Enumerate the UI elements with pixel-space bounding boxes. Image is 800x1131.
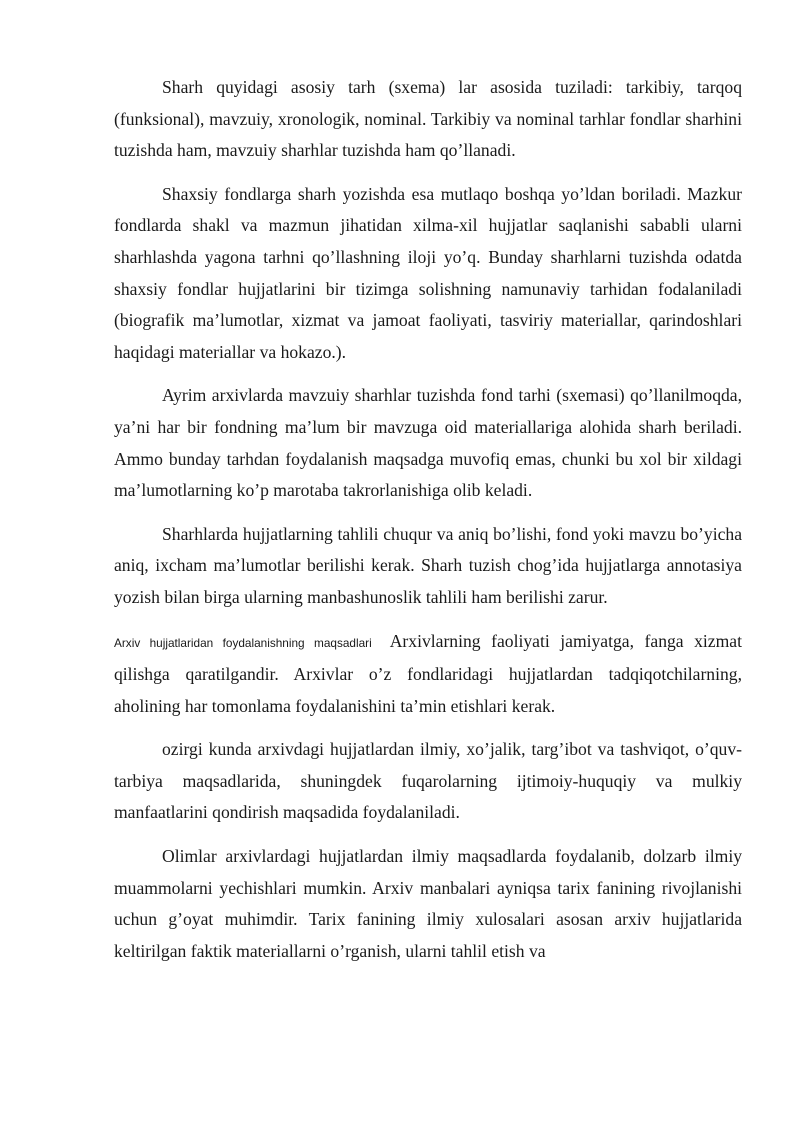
paragraph-olimlar: Olimlar arxivlardagi hujjatlardan ilmiy maqsadlarda foydalanib, dolzarb ilmiy muammolarni yechishlari mumkin. Arxiv manbalari ayniqsa tarix fanining rivojlanishi uchun g’oyat muhimdir. Tarix fanining ilmiy xulosalari asosan arxiv hujjatlarida keltirilgan faktik materiallarni o’rganish, ularni tahlil etish va bbox=[114, 846, 742, 961]
document-body bbox=[114, 72, 742, 967]
section-heading: Arxiv hujjatlaridan foydalanishning maqsadlari bbox=[114, 635, 372, 650]
paragraph-hozirgi-kunda: ozirgi kunda arxivdagi hujjatlardan ilmiy, xo’jalik, targ’ibot va tashviqot, o’quv-tarbiya maqsadlarida, shuningdek fuqarolarning ijtimoiy-huquqiy va mulkiy manfaatlarini qondirish maqsadida foydalaniladi. bbox=[114, 739, 742, 823]
section-paragraph-foydalanish bbox=[114, 626, 742, 723]
paragraph-sharh-tarh: Sharh quyidagi asosiy tarh (sxema) lar asosida tuziladi: tarkibiy, tarqoq (funksional), mavzuiy, xronologik, nominal. Tarkibiy va nominal tarhlar fondlar sharhini tuzishda ham, mavzuiy sharhlar tuzishda ham qo’llanadi. bbox=[114, 77, 742, 161]
section-paragraph-text: Arxivlarning faoliyati jamiyatga, fanga xizmat qilishga qaratilgandir. Arxivlar o’z fondlaridagi hujjatlardan tadqiqotchilarning, aholining har tomonlama foydalanishini ta’min etishlari kerak. bbox=[114, 630, 742, 716]
paragraph-mavzuiy-sharhlar: Ayrim arxivlarda mavzuiy sharhlar tuzishda fond tarhi (sxemasi) qo’llanilmoqda, ya’ni har bir fondning ma’lum bir mavzuga oid materiallariga alohida sharh beriladi. Ammo bunday tarhdan foydalanish maqsadga muvofiq emas, chunki bu xol bir xildagi ma’lumotlarning ko’p marotaba takrorlanishiga olib keladi. bbox=[114, 385, 742, 501]
paragraph-shaxsiy-fondlar: Shaxsiy fondlarga sharh yozishda esa mutlaqo boshqa yo’ldan boriladi. Mazkur fondlarda shakl va mazmun jihatidan xilma-xil hujjatlar saqlanishi sababli ularni sharhlashda yagona tarhni qo’llashning iloji yo’q. Bunday sharhlarni tuzishda odatda shaxsiy fondlar hujjatlarini bir tizimga solishning namunaviy tarhidan fodalaniladi (biografik ma’lumotlar, xizmat va jamoat faoliyati, tasviriy materiallar, qarindoshlari haqidagi materiallar va hokazo.). bbox=[114, 183, 742, 362]
paragraph-hujjatlar-tahlili: Sharhlarda hujjatlarning tahlili chuqur va aniq bo’lishi, fond yoki mavzu bo’yicha aniq, ixcham ma’lumotlar berilishi kerak. Sharh tuzish chog’ida hujjatlarga annotasiya yozish bilan birga ularning manbashunoslik tahlili ham berilishi zarur. bbox=[114, 523, 742, 607]
